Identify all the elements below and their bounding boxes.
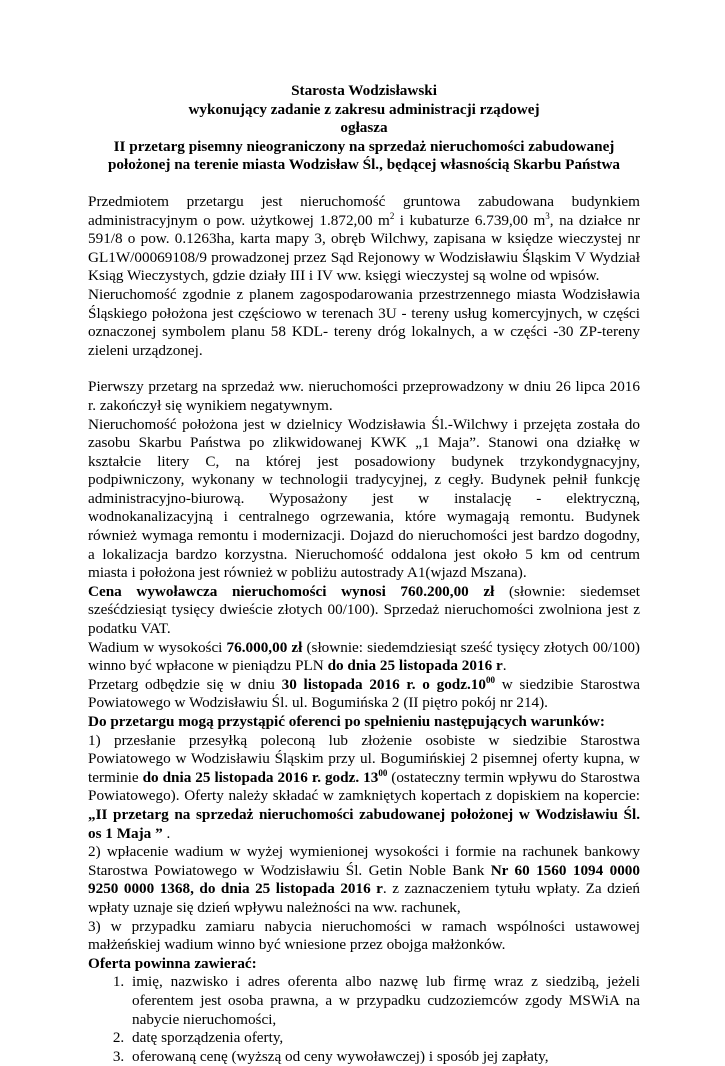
header-location: położonej na terenie miasta Wodzisław Śl., będącej własnością Skarbu Państwa <box>107 156 621 174</box>
header-issuer: Starosta Wodzisławski <box>291 82 437 99</box>
deposit-paragraph: Wadium w wysokości 76.000,00 zł (słownie: siedemdziesiąt sześć tysięcy złotych 00/100) winno być wpłacone w pieniądzu PLN do dnia 25 listopada 2016 r. <box>88 638 640 675</box>
document-header <box>88 82 640 175</box>
spacer <box>88 175 640 193</box>
price-paragraph: Cena wywoławcza nieruchomości wynosi 760.200,00 zł (słownie: siedemset sześćdziesiąt tysięcy dwieście złotych 00/100). Sprzedaż nieruchomości zwolniona jest z podatku VAT. <box>88 582 640 638</box>
description-paragraph: Nieruchomość położona jest w dzielnicy Wodzisławia Śl.-Wilchwy i przejęta została do zasobu Skarbu Państwa po zlikwidowanej KWK „1 Maja”. Stanowi ona działkę w kształcie litery C, na której jest posadowiony budynek trzykondygnacyjny, podpiwniczony, wykonany w technologii tradycyjnej, z cegły. Budynek pełnił funkcję administracyjno-biurową. Wyposażony jest w instalację - elektryczną, wodnokanalizacyjną i centralnego ogrzewania, które wymagają remontu. Budynek również wymaga remontu i modernizacji. Dojazd do nieruchomości jest bardzo dogodny, a lokalizacja bardzo korzystna. Nieruchomość oddalona jest około 5 km od centrum miasta i położona jest również w pobliżu autostrady A1(wjazd Mszana). <box>88 415 640 582</box>
offer-contents-list <box>88 973 640 1066</box>
header-role: wykonujący zadanie z zakresu administracji rządowej <box>188 100 540 118</box>
announcement-document <box>88 82 640 1066</box>
condition-3: 3) w przypadku zamiaru nabycia nieruchomości w ramach wspólności ustawowej małżeńskiej wadium winno być wniesione przez obojga małżonków. <box>88 917 640 954</box>
offer-heading: Oferta powinna zawierać: <box>88 954 257 972</box>
first-auction-paragraph: Pierwszy przetarg na sprzedaż ww. nieruchomości przeprowadzony w dniu 26 lipca 2016 r. zakończył się wynikiem negatywnym. <box>88 378 640 414</box>
intro-paragraph: Przedmiotem przetargu jest nieruchomość gruntowa zabudowana budynkiem administracyjnym o pow. użytkowej 1.872,00 $m^2$ i kubaturze 6.739,00 $m^3$, na działce nr 591/8 o pow. 0.1263ha, karta mapy 3, obręb Wilchwy, zapisana w księdze wieczystej nr GL1W/00069108/9 prowadzonej przez Sąd Rejonowy w Wodzisławiu Śląskim V Wydział Ksiąg Wieczystych, gdzie działy III i IV ww. księgi wieczystej są wolne od wpisów. <box>88 192 640 285</box>
conditions-heading: Do przetargu mogą przystąpić oferenci po spełnieniu następujących warunków: <box>88 713 605 730</box>
header-announces: ogłasza <box>340 119 388 137</box>
list-item: 2. datę sporządzenia oferty, <box>128 1029 640 1048</box>
auction-date-paragraph: Przetarg odbędzie się w dniu 30 listopada 2016 r. o $godz.10^{00}$ w siedzibie Starostwa Powiatowego w Wodzisławiu Śl. ul. Bogumińska 2 (II piętro pokój nr 214). <box>88 674 640 712</box>
condition-1: 1) przesłanie przesyłką poleconą lub złożenie osobiste w siedzibie Starostwa Powiatowego w Wodzisławiu Śląskim przy ul. Bogumińskiej 2 pisemnej oferty kupna, w terminie do dnia 25 listopada 2016 r. godz. $13^{00}$ (ostateczny termin wpływu do Starostwa Powiatowego). Oferty należy składać w zamkniętych kopertach z dopiskiem na kopercie: „II przetarg na sprzedaż nieruchomości zabudowanej położonej w Wodzisławiu Śl. os 1 Maja ” . <box>88 731 640 842</box>
spacer <box>88 360 640 378</box>
list-item: 1. imię, nazwisko i adres oferenta albo nazwę lub firmę wraz z siedzibą, jeżeli oferentem jest osoba prawna, a w przypadku cudzoziemców zgody MSWiA na nabycie nieruchomości, <box>128 973 640 1029</box>
zoning-paragraph: Nieruchomość zgodnie z planem zagospodarowania przestrzennego miasta Wodzisławia Śląskiego położona jest częściowo w terenach 3U - tereny usług komercyjnych, w części oznaczonej symbolem planu 58 KDL- tereny dróg lokalnych, a w części -30 ZP-tereny zieleni urządzonej. <box>88 285 640 359</box>
header-title: II przetarg pisemny nieograniczony na sprzedaż nieruchomości zabudowanej <box>113 137 615 155</box>
list-item: 3. oferowaną cenę (wyższą od ceny wywoławczej) i sposób jej zapłaty, <box>128 1048 640 1066</box>
condition-2: 2) wpłacenie wadium w wyżej wymienionej wysokości i formie na rachunek bankowy Starostwa Powiatowego w Wodzisławiu Śl. Getin Noble Bank Nr 60 1560 1094 0000 9250 0000 1368, do dnia 25 listopada 2016 r. z zaznaczeniem tytułu wpłaty. Za dzień wpłaty uznaje się dzień wpływu należności na ww. rachunek, <box>88 843 640 916</box>
